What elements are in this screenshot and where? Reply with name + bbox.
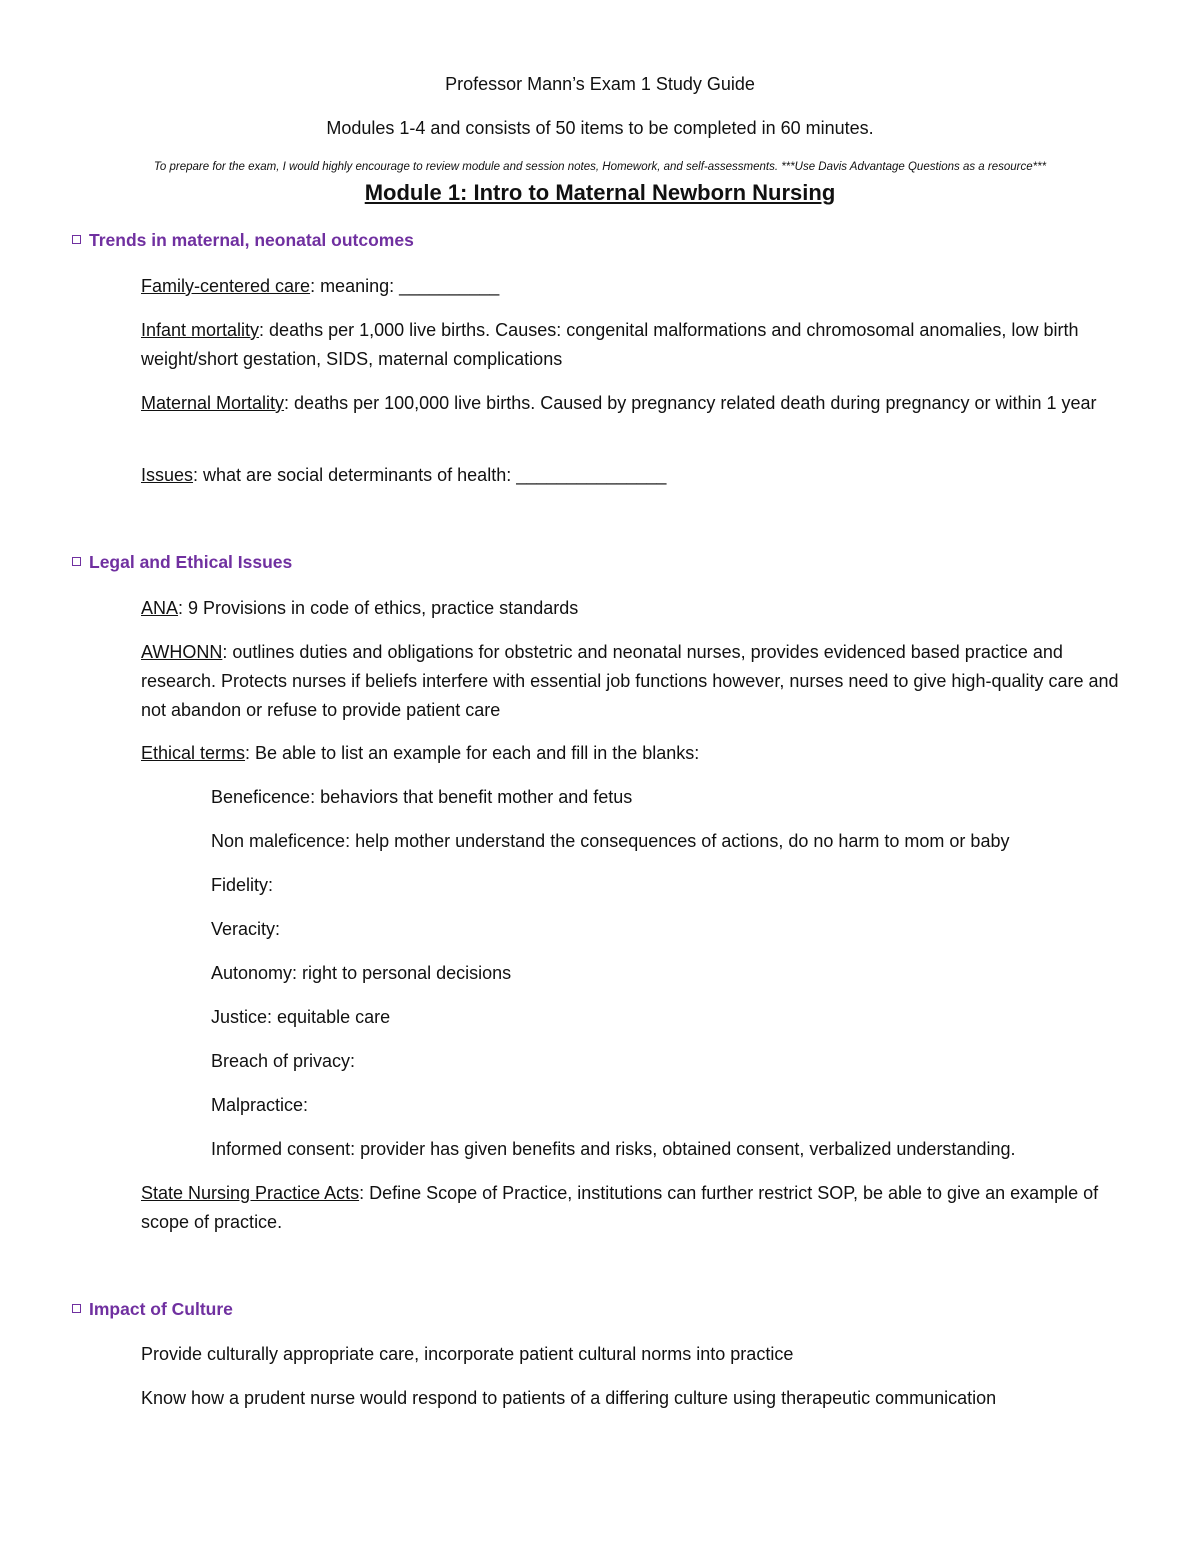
term-label: ANA [141, 598, 179, 618]
document-title: Professor Mann’s Exam 1 Study Guide [445, 74, 755, 94]
term-label: State Nursing Practice Acts [141, 1183, 360, 1203]
study-note: To prepare for the exam, I would highly encourage to review module and session notes, Homework, and self-assessments. ***Use Davis Advantage Questions as a resource*** [153, 161, 1047, 173]
item-state-nursing-practice-acts: State Nursing Practice Acts: Define Scope of Practice, institutions can further restrict SOP, be able to give an example of scope of practice. [141, 1183, 1099, 1232]
ethical-term-non-maleficence: Non maleficence: help mother understand the consequences of actions, do no harm to mom or baby [211, 831, 1010, 851]
section-heading-impact-of-culture: Impact of Culture [72, 1299, 233, 1320]
term-label: Family-centered care [141, 276, 311, 296]
square-bullet-icon [72, 235, 81, 244]
item-maternal-mortality: Maternal Mortality: deaths per 100,000 live births. Caused by pregnancy related death during pregnancy or within 1 year [141, 393, 1097, 413]
ethical-term-veracity: Veracity: [211, 919, 281, 939]
section-heading-legal-ethical: Legal and Ethical Issues [72, 552, 292, 573]
item-ana: ANA: 9 Provisions in code of ethics, practice standards [141, 598, 579, 618]
term-label: Issues [141, 465, 194, 485]
square-bullet-icon [72, 1304, 81, 1313]
item-ethical-terms: Ethical terms: Be able to list an example for each and fill in the blanks: [141, 743, 700, 763]
item-prudent-nurse-response: Know how a prudent nurse would respond to patients of a differing culture using therapeutic communication [141, 1388, 997, 1408]
module-title: Module 1: Intro to Maternal Newborn Nursing [364, 180, 836, 205]
ethical-term-fidelity: Fidelity: [211, 875, 274, 895]
ethical-term-autonomy: Autonomy: right to personal decisions [211, 963, 512, 983]
item-infant-mortality: Infant mortality: deaths per 1,000 live births. Causes: congenital malformations and chromosomal anomalies, low birth weight/short gestation, SIDS, maternal complications [141, 320, 1079, 369]
item-family-centered-care: Family-centered care: meaning: __________ [141, 276, 500, 296]
ethical-term-breach-of-privacy: Breach of privacy: [211, 1051, 356, 1071]
item-culturally-appropriate-care: Provide culturally appropriate care, incorporate patient cultural norms into practice [141, 1344, 794, 1364]
ethical-term-justice: Justice: equitable care [211, 1007, 391, 1027]
item-issues: Issues: what are social determinants of health: _______________ [141, 465, 667, 485]
ethical-term-beneficence: Beneficence: behaviors that benefit mother and fetus [211, 787, 633, 807]
term-label: Infant mortality [141, 320, 260, 340]
term-label: AWHONN [141, 642, 223, 662]
square-bullet-icon [72, 557, 81, 566]
term-label: Ethical terms [141, 743, 246, 763]
ethical-term-malpractice: Malpractice: [211, 1095, 309, 1115]
ethical-term-informed-consent: Informed consent: provider has given benefits and risks, obtained consent, verbalized understanding. [211, 1139, 1016, 1159]
section-heading-trends: Trends in maternal, neonatal outcomes [72, 230, 414, 251]
item-awhonn: AWHONN: outlines duties and obligations for obstetric and neonatal nurses, provides evidenced based practice and research. Protects nurses if beliefs interfere with essential job functions however, nurses need to give high-quality care and not abandon or refuse to provide patient care [141, 642, 1119, 720]
document-subtitle: Modules 1-4 and consists of 50 items to be completed in 60 minutes. [326, 118, 874, 138]
term-label: Maternal Mortality [141, 393, 285, 413]
